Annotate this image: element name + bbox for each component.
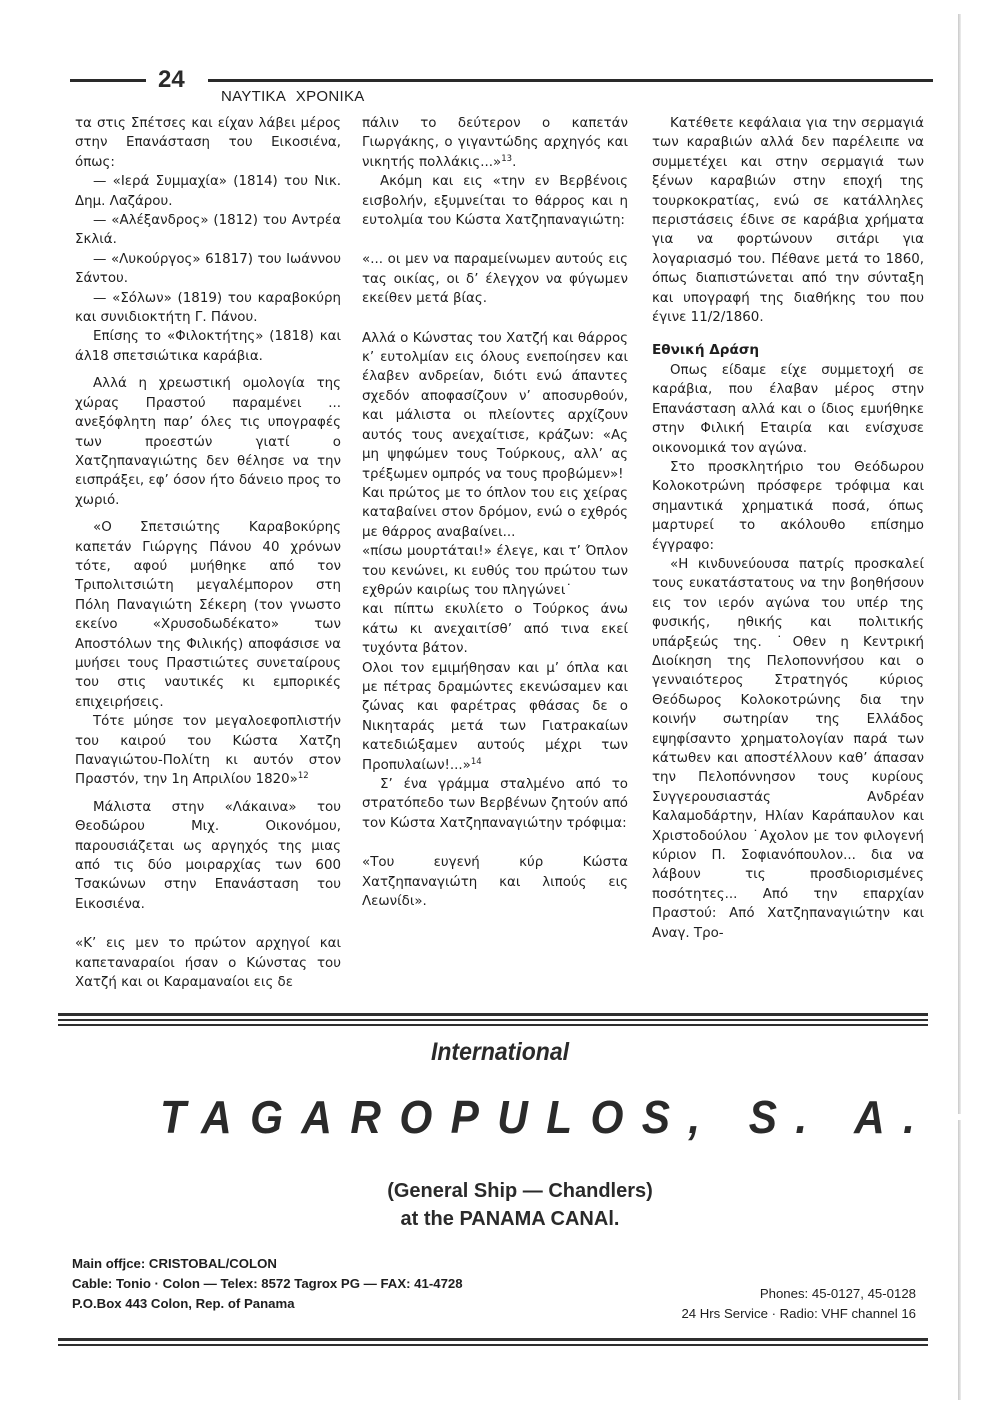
ad-contact-block xyxy=(72,1254,463,1314)
list-item-ship: — «Αλέξανδρος» (1812) του Αντρέα Σκλιά. xyxy=(75,213,341,248)
paragraph-text: Ολοι τον εμιμήθησαν και μ’ όπλα και με πέτρας δραμώντες εκενώσαμεν και ζώνας και φαρέτρας φθάσας δε ο Νικηταράς μετά των Γιατρακαίων κατεδιώξαμεν αυτούς μέχρι των Προπυλαίων!...» xyxy=(362,660,628,773)
ad-service: 24 Hrs Service · Radio: VHF channel 16 xyxy=(681,1306,916,1321)
quote-paragraph: Και πρώτος με το όπλον του εις χείρας καταβαίνει στον δρόμον, ενώ ο εχθρός με θάρρος αναβαίνει... xyxy=(362,485,628,540)
ad-subtitle: (General Ship — Chandlers) xyxy=(387,1180,653,1202)
paragraph: Οπως είδαμε είχε συμμετοχή σε καράβια, που έλαβαν μέρος στην Επανάσταση αλλά και ο ίδιος εμυήθηκε στην Φιλική Εταιρία και ενίσχυσε οικονομικά τον αγώνα. xyxy=(652,362,924,456)
quote-paragraph: και πίπτω εκυλίετο ο Τούρκος άνω κάτω κι ανεχαιτίσθ’ από τινα εκεί τυχόντα βάτον. xyxy=(362,602,628,657)
ad-phone-block xyxy=(681,1284,916,1324)
quote-paragraph xyxy=(75,712,341,790)
quote-paragraph: «πίσω μουρτάται!» έλεγε, και τ’ Όπλον του κενώνει, κι ευθύς του πρώτου των εχθρών καιρίως του πληγώνει˙ xyxy=(362,544,628,598)
page-edge-shadow xyxy=(958,1120,961,1400)
quote-paragraph xyxy=(362,659,628,775)
ad-main-office: Main offjce: CRISTOBAL/COLON xyxy=(72,1256,277,1271)
quote-paragraph: «Κ’ εις μεν το πρώτον αρχηγοί και καπεταναραίοι ήσαν ο Κώνστας του Χατζή και οι Καραμαναίοι εις δε xyxy=(75,936,341,991)
ad-top-rule xyxy=(58,1024,928,1026)
ad-top-rule xyxy=(58,1019,928,1021)
article-column-3 xyxy=(652,114,924,943)
ad-bottom-rule xyxy=(58,1338,928,1341)
paragraph: Ακόμη και εις «την εν Βερβένοις εισβολήν, εξυμνείται το θάρρος και η ευτολμία του Κώστα Χατζηπαναγιώτη: xyxy=(362,174,628,229)
paragraph: τα στις Σπέτσες και είχαν λάβει μέρος στην Επανάσταση του Εικοσιένα, όπως: xyxy=(75,116,341,170)
article-column-2 xyxy=(362,114,628,911)
paragraph-text: Τότε μύησε τον μεγαλοεφοπλιστήν του καιρού του Κώστα Χατζη Παναγιώτου-Πολίτη κι αυτόν στον Πραστόν, την 1η Απριλίου 1820» xyxy=(75,714,341,788)
paragraph: Στο προσκλητήριο του Θεόδωρου Κολοκοτρώνη πρόσφερε τρόφιμα και σημαντικά χρηματικά ποσά, όπως μαρτυρεί το ακόλουθο επίσημο έγγραφο: xyxy=(652,459,924,553)
page-number: 24 xyxy=(158,66,185,93)
list-item-ship: — «Ιερά Συμμαχία» (1814) του Νικ. Δημ. Λαζάρου. xyxy=(75,174,341,209)
paragraph: Κατέθετε κεφάλαια για την σερμαγιά των καραβιών αλλά δεν παρέλειπε να συμμετέχει και στην σερμαγιά των ξένων καραβιών στην εποχή της τουρκοκρατίας, ενώ σε κατάλληλες περιστάσεις έδινε σε καράβια χρήματα για να φορτώνουν σιτάρι για λογαριασμό του. Πέθανε μετά το 1860, όπως διαπιστώνεται από την σύνταξη και υπογραφή της διαθήκης του που έγινε 11/2/1860. xyxy=(652,116,924,326)
header-rule-right xyxy=(208,79,933,82)
header-rule-left xyxy=(70,79,146,82)
paragraph-text: πάλιν το δεύτερον ο καπετάν Γιωργάκης, ο γιγαντώδης αρχηγός και νικητής πολλάκις...» xyxy=(362,116,628,170)
ad-company-name: TAGAROPULOS, S. A. xyxy=(160,1091,934,1143)
quote-paragraph: πάλιν το δεύτερον ο καπετάν Γιωργάκης, ο γιγαντώδης αρχηγός και νικητής πολλάκις...»$^{13}$. xyxy=(362,116,628,170)
magazine-title: ΝΑΥΤΙΚΑ ΧΡΟΝΙΚΑ xyxy=(221,88,365,105)
ad-bottom-rule xyxy=(58,1344,928,1346)
ad-po-box: P.O.Box 443 Colon, Rep. of Panama xyxy=(72,1296,295,1311)
ad-cable-telex-fax: Cable: Tonio · Colon — Telex: 8572 Tagrox PG — FAX: 41-4728 xyxy=(72,1276,463,1291)
quote-paragraph: «Η κινδυνεύουσα πατρίς προσκαλεί τους ευκατάστατους να την βοηθήσουν εις τον ιερόν αγώνα του υπέρ της φυσικής, ηθικής και πολιτικής υπάρξεώς της. ˙Οθεν η Κεντρική Διοίκηση της Πελοποννήσου και ο γενναιότερος Στρατηγός κύριος Θεόδωρος Κολοκοτρώνης δια την κοινήν σωτηρίαν της Ελλάδος εψηφίσαντο χρηματολογίαν παρά των κάτωθεν και αποστέλλουν καθ’ άπασαν την Πελοπόννησον τους κυρίους Συγγερουσιαστάς Ανδρέαν Καλαμοδάρτην, Ηλίαν Καράπαυλον και Χριστοδούλου ˙Αχολον με τον φιλογενή κύριον Π. Σοφιανόπουλον... δια να λάβουν τις προσδιορισμένες ποσότητες... Από την επαρχίαν Πραστού: Από Χατζηπαναγιώτην και Αναγ. Τρο- xyxy=(652,556,924,941)
section-heading: Εθνική Δράση xyxy=(652,342,760,359)
quote-paragraph: «... οι μεν να παραμείνωμεν αυτούς εις τας οικίας, οι δ’ έλεγχον να φύγωμεν εκείθεν μετά βίας. xyxy=(362,252,628,307)
footnote-ref: 12 xyxy=(297,771,309,782)
list-item-ship: — «Σόλων» (1819) του καραβοκύρη και συνιδιοκτήτη Γ. Πάνου. xyxy=(75,290,341,326)
paragraph: Επίσης το «Φιλοκτήτης» (1818) και άλ18 σπετσιώτικα καράβια. xyxy=(75,329,341,364)
ad-top-rule xyxy=(58,1013,928,1016)
footnote-ref: 13 xyxy=(501,153,513,164)
paragraph: Μάλιστα στην «Λάκαινα» του Θεοδώρου Μιχ. Οικονόμου, παρουσιάζεται ως αργηχός της μιας από τις δύο μοιραρχίας των 600 Τσακώνων στην Επανάσταση του Εικοσιένα. xyxy=(75,799,341,912)
quote-paragraph: «Ο Σπετσιώτης Καραβοκύρης καπετάν Γιώργης Πάνου 40 χρόνων τότε, αφού μυήθηκε από τον Τριπολιτσιώτη μεγαλέμπορον στη Πόλη Παναγιώτη Σέκερη (τον γνωστο εκείνο «Χρυσοδωδέκατο» των Αποστόλων της Φιλικής) αποφάσισε να μυήσει τους Πραστιώτες συνεταίρους του στις ναυτικές κι εμπορικές επιχειρήσεις. xyxy=(75,520,341,710)
footnote-ref: 14 xyxy=(470,756,482,767)
article-column-1 xyxy=(75,114,341,992)
paragraph: Σ’ ένα γράμμα σταλμένο από το στρατόπεδο των Βερβένων ζητούν από τον Κώστα Χατζηπαναγιώτην τρόφιμα: xyxy=(362,777,628,831)
paragraph: Αλλά η χρεωστική ομολογία της χώρας Πραστού παραμένει ... ανεξόφλητη παρ’ όλες τις υπογραφές των προεστών γιατί ο Χατζηπαναγιώτης δεν θέλησε να την εισπράξει, εφ’ όσον ήτο δάνειο προς το χωριό. xyxy=(75,376,341,508)
quote-paragraph: Αλλά ο Κώνστας του Χατζή και θάρρος κ’ ευτολμίαν εις όλους ενεποίησεν και έλαβεν ανδρείαν, διότι ενώ άπαντες σχεδόν αποφασίζουν ν’ αποσυρθούν, και μάλιστα οι πλείοντες αρχίζουν αυτός τους ανεχαίτισε, κράζων: «Ας μη ψηφώμεν τους Τούρκους, αλλ’ ας τρέξωμεν ομπρός να τους προβώμεν»! xyxy=(362,330,628,482)
list-item-ship: — «Λυκούργος» 61817) του Ιωάννου Σάντου. xyxy=(75,251,341,287)
page-edge-shadow xyxy=(958,14,961,1114)
ad-tagline: International xyxy=(430,1038,569,1066)
ad-phones: Phones: 45-0127, 45-0128 xyxy=(759,1286,916,1301)
quote-paragraph: «Του ευγενή κύρ Κώστα Χατζηπαναγιώτη και λιπούς εις Λεωνίδι». xyxy=(362,855,628,910)
ad-subtitle: at the PANAMA CANAl. xyxy=(400,1208,620,1230)
